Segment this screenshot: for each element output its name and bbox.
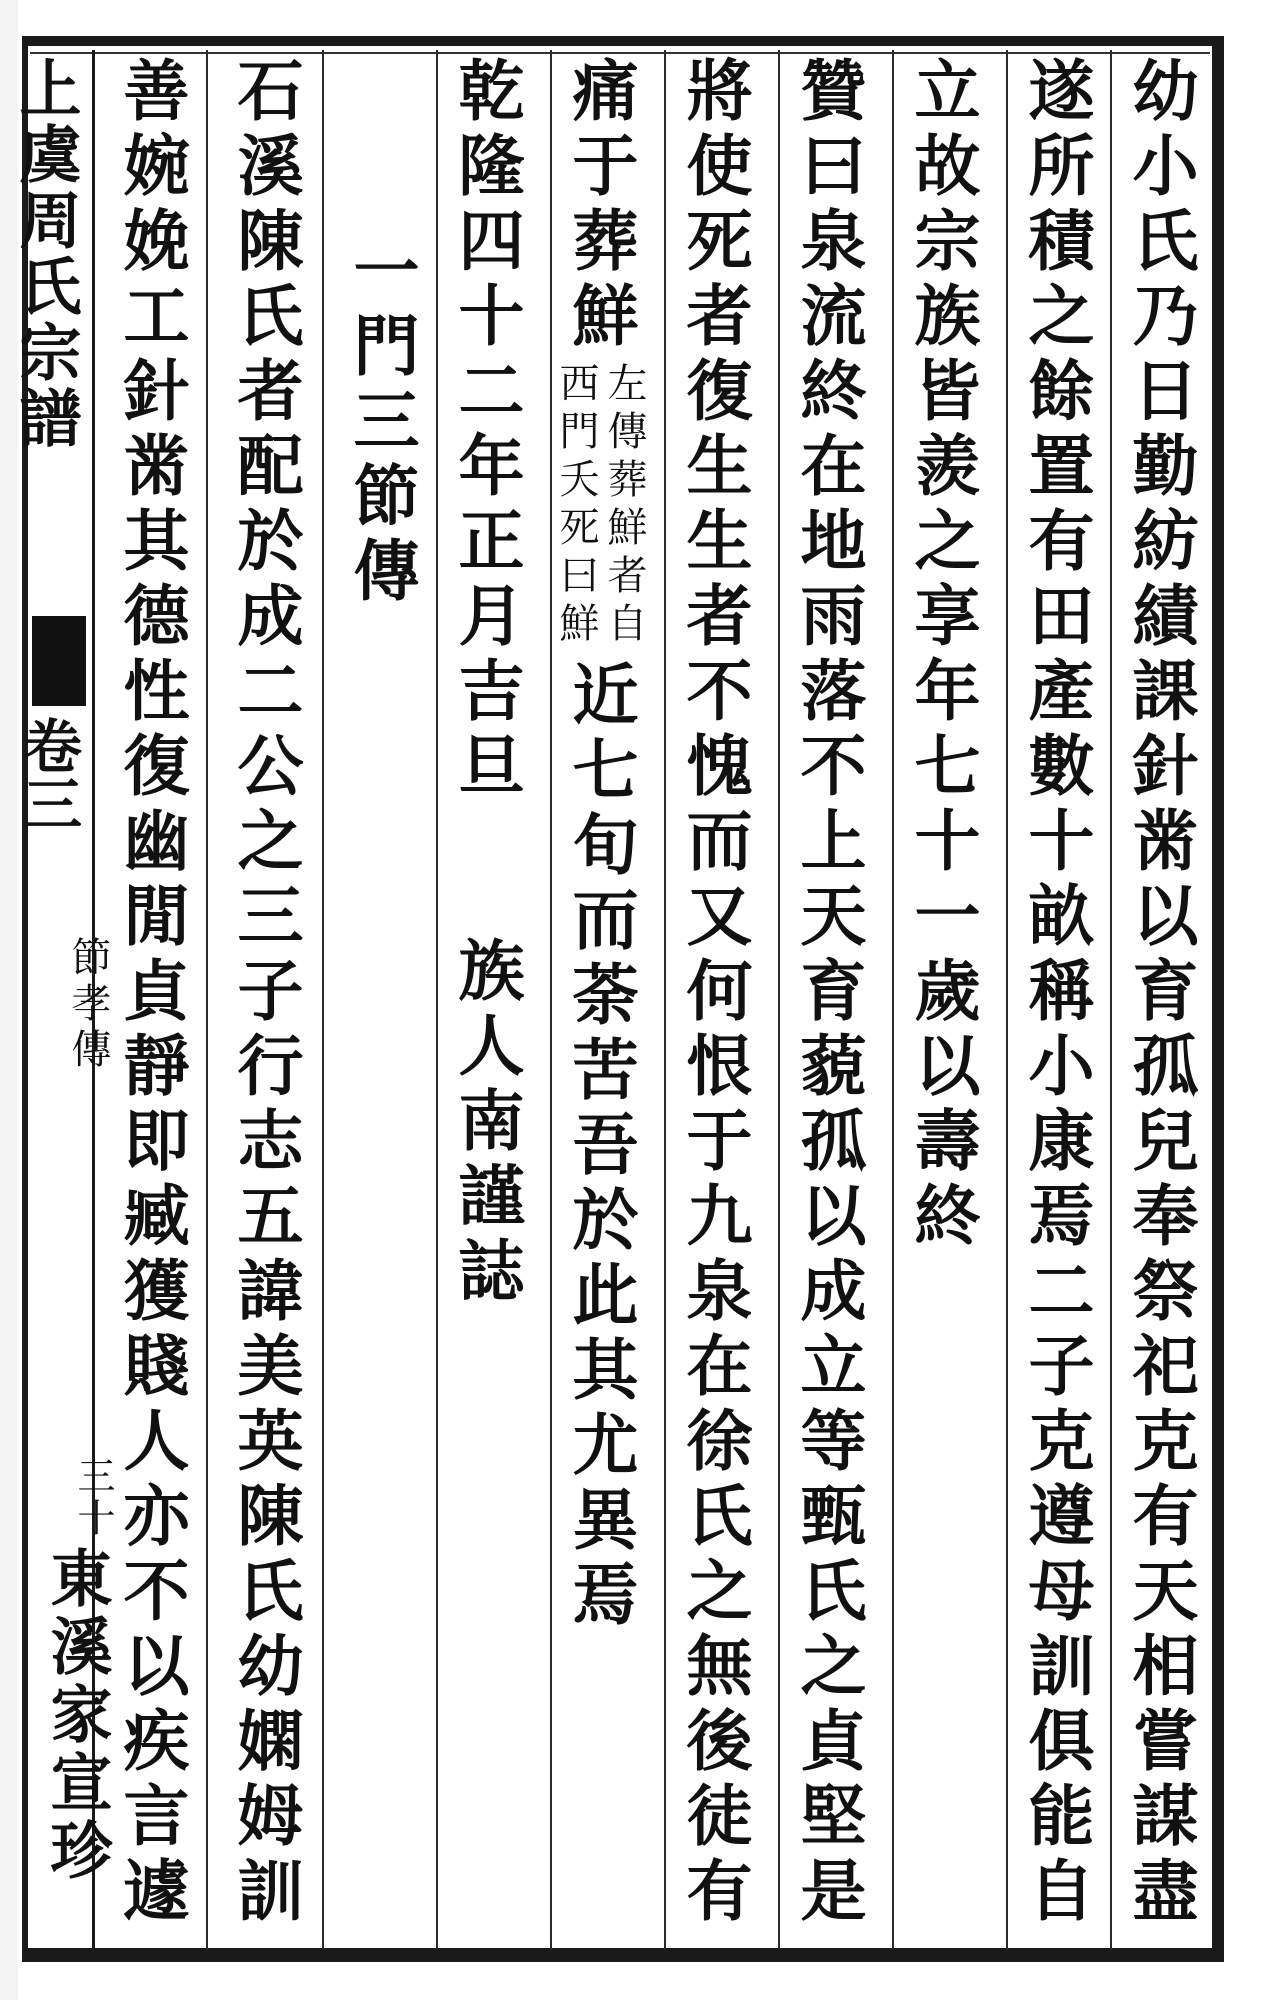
hall-name: 東溪家宣珍 [40, 1546, 113, 1886]
text-column-7 [436, 56, 536, 1946]
frame-right-border [1212, 36, 1224, 1962]
column-text: 石溪陳氏者配於成二公之三子行志五諱美英陳氏幼嫻姆訓 [226, 56, 304, 1931]
text-column-2 [1006, 56, 1106, 1946]
section-label: 節孝傳 [65, 936, 111, 1074]
signature-line: 族人南謹誌 [447, 936, 525, 1311]
column-text: 遂所積之餘置有田產數十畝稱小康焉二子克遵母訓俱能自 [1017, 56, 1095, 1931]
column-text: 將使死者復生生者不愧而又何恨于九泉在徐氏之無後徒有 [675, 56, 753, 1931]
volume-label: 卷三 [14, 716, 82, 832]
column-text-before-note: 痛于葬鮮 [561, 56, 639, 356]
frame-bottom-border [22, 1948, 1222, 1962]
text-column-5 [664, 56, 764, 1946]
section-heading: 一門三節傳 [342, 236, 420, 611]
text-column-6 [550, 56, 650, 1946]
text-column-11 [96, 56, 206, 1946]
note-left-line: 西門夭死曰鮮 [553, 362, 599, 650]
frame-top-border [22, 36, 1222, 46]
column-text: 立故宗族皆羨之享年七十一歲以壽終 [903, 56, 981, 1256]
column-rule [206, 50, 208, 1950]
fishtail-block [32, 616, 86, 706]
text-column-9 [326, 56, 436, 1946]
text-column-10 [210, 56, 320, 1946]
margin-column [9, 56, 115, 1946]
date-line: 乾隆四十二年正月吉旦 [447, 56, 525, 806]
book-title: 上虞周氏宗譜 [9, 56, 82, 452]
column-text: 幼小氏乃日勤紡績課針黹以育孤兒奉祭祀克有天相嘗謀盡 [1121, 56, 1199, 1931]
note-right-line: 左傳葬鮮者自 [601, 362, 647, 650]
column-text: 贊曰泉流終在地雨落不上天育藐孤以成立等甄氏之貞堅是 [789, 56, 867, 1931]
annotation-note [554, 362, 646, 650]
column-text-after-note: 近七旬而荼苦吾於此其尤異焉 [561, 660, 639, 1635]
text-column-3 [892, 56, 992, 1946]
text-column-4 [778, 56, 878, 1946]
text-column-1 [1110, 56, 1210, 1946]
column-text: 善婉娩工針黹其德性復幽閒貞靜即臧獲賤人亦不以疾言遽 [112, 56, 190, 1931]
page-number: 三十 [71, 1456, 115, 1540]
